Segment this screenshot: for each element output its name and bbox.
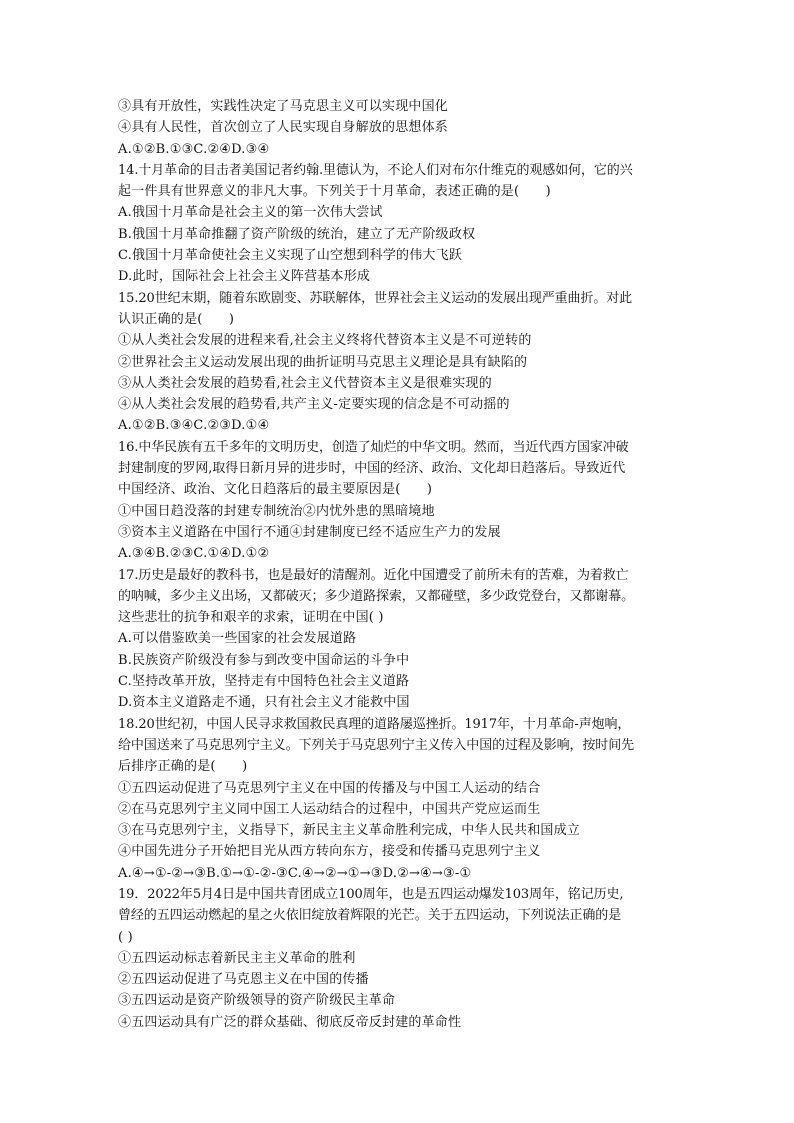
question-16-stem: 中国经济、政治、文化日趋落后的最主要原因是( ) — [118, 482, 433, 498]
question-18-choices: A.④→①-②→③B.①→①-②-③C.④→②→①→③D.②→④→③-① — [118, 865, 472, 881]
question-19-statement: ③五四运动是资产阶级领导的资产阶级民主革命 — [118, 993, 396, 1009]
question-16-stem: 16.中华民族有五千多年的文明历史，创造了灿烂的中华文明。然而，当近代西方国家冲破 — [118, 439, 629, 455]
question-18-statement: ②在马克思列宁主义同中国工人运动结合的过程中，中国共产党应运而生 — [118, 801, 541, 817]
question-14-option-d: D.此时，国际社会上社会主义阵营基本形成 — [118, 269, 371, 285]
question-17-option-a: A.可以借鉴欧美一些国家的社会发展道路 — [118, 631, 357, 647]
question-17-option-b: B.民族资产阶级没有参与到改变中国命运的斗争中 — [118, 652, 410, 668]
question-15-stem: 15.20世纪末期，随着东欧剧变、苏联解体，世界社会主义运动的发展出现严重曲折。对此 — [118, 290, 633, 306]
question-15-statement: ③从人类社会发展的趋势看,社会主义代替资本主义是很难实现的 — [118, 375, 492, 391]
question-18-statement: ③在马克思列宁主，义指导下，新民主主义革命胜利完成，中华人民共和国成立 — [118, 823, 581, 839]
question-16-statement: ③资本主义道路在中国行不通④封建制度已经不适应生产力的发展 — [118, 524, 501, 540]
question-14-option-c: C.俄国十月革命使社会主义实现了山空想到科学的伟大飞跃 — [118, 248, 463, 264]
question-16-statement: ①中国日趋没落的封建专制统治②内忧外患的黑暗境地 — [118, 503, 435, 519]
question-14-stem: 起一件具有世界意义的非凡大事。下列关于十月革命，表述正确的是( ) — [118, 184, 551, 200]
question-19-stem: 曾经的五四运动燃起的星之火依旧绽放着辉限的光芒。关于五四运动，下列说法正确的是 — [118, 908, 622, 924]
question-16-choices: A.③④B.②③C.①④D.①② — [118, 546, 270, 562]
answer-choices: A.①②B.①③C.②④D.③④ — [118, 141, 270, 157]
question-15-statement: ④从人类社会发展的趋势看,共产主义-定要实现的信念是不可动摇的 — [118, 397, 510, 413]
option-line: ④具有人民性，首次创立了人民实现自身解放的思想体系 — [118, 120, 449, 136]
question-18-statement: ④中国先进分子开始把目光从西方转向东方，接受和传播马克思列宁主义 — [118, 844, 541, 860]
question-18-stem: 给中国送来了马克思列宁主义。下列关于马克思列宁主义传入中国的过程及影响，按时间先 — [118, 737, 635, 753]
question-19-stem: ( ) — [118, 929, 133, 945]
question-17-stem: 的呐喊，多少主义出场，又都破灭；多少道路探索，又都碰壁，多少政党登台，又都谢幕。 — [118, 588, 635, 604]
question-15-stem: 认识正确的是( ) — [118, 311, 235, 327]
question-17-option-d: D.资本主义道路走不通，只有社会主义才能救中国 — [118, 695, 410, 711]
question-15-statement: ②世界社会主义运动发展出现的曲折证明马克思主义理论是具有缺陷的 — [118, 354, 528, 370]
question-18-statement: ①五四运动促进了马克思列宁主义在中国的传播及与中国工人运动的结合 — [118, 780, 541, 796]
question-19-statement: ②五四运动促进了马克恩主义在中国的传播 — [118, 972, 369, 988]
question-19-statement: ①五四运动标志着新民主主义革命的胜利 — [118, 950, 356, 966]
question-17-stem: 这些悲壮的抗争和艰辛的求索，证明在中国( ) — [118, 610, 384, 626]
question-18-stem: 后排序正确的是( ) — [118, 759, 248, 775]
option-line: ③具有开放性，实践性决定了马克思主义可以实现中国化 — [118, 99, 449, 114]
question-15-choices: A.①②B.③④C.②③D.①④ — [118, 418, 270, 434]
question-17-option-c: C.坚持改革开放，坚持走有中国特色社会主义道路 — [118, 674, 410, 690]
question-19-stem: 19．2022年5月4日是中国共青团成立100周年，也是五四运动爆发103周年，铭记历史, — [118, 886, 624, 902]
question-16-stem: 封建制度的罗网,取得日新月异的进步时，中国的经济、政治、文化却日趋落后。导致近代 — [118, 461, 626, 477]
exam-page-content — [118, 96, 684, 1033]
question-19-statement: ④五四运动具有广泛的群众基础、彻底反帝反封建的革命性 — [118, 1014, 462, 1030]
question-14-stem: 14.十月革命的目击者美国记者约翰.里德认为，不论人们对布尔什维克的观感如何，它的兴 — [118, 162, 633, 178]
question-14-option-b: B.俄国十月革命推翻了资产阶级的统治，建立了无产阶级政权 — [118, 226, 476, 242]
question-14-option-a: A.俄国十月革命是社会主义的第一次伟大尝试 — [118, 205, 383, 221]
question-18-stem: 18.20世纪初，中国人民寻求救国救民真理的道路屡巡挫折。1917年，十月革命-声炮响， — [118, 716, 631, 732]
question-17-stem: 17.历史是最好的教科书，也是最好的清醒剂。近化中国遭受了前所未有的苦难，为着救亡 — [118, 567, 629, 583]
question-15-statement: ①从人类社会发展的进程来看,社会主义终将代替资本主义是不可逆转的 — [118, 333, 532, 349]
